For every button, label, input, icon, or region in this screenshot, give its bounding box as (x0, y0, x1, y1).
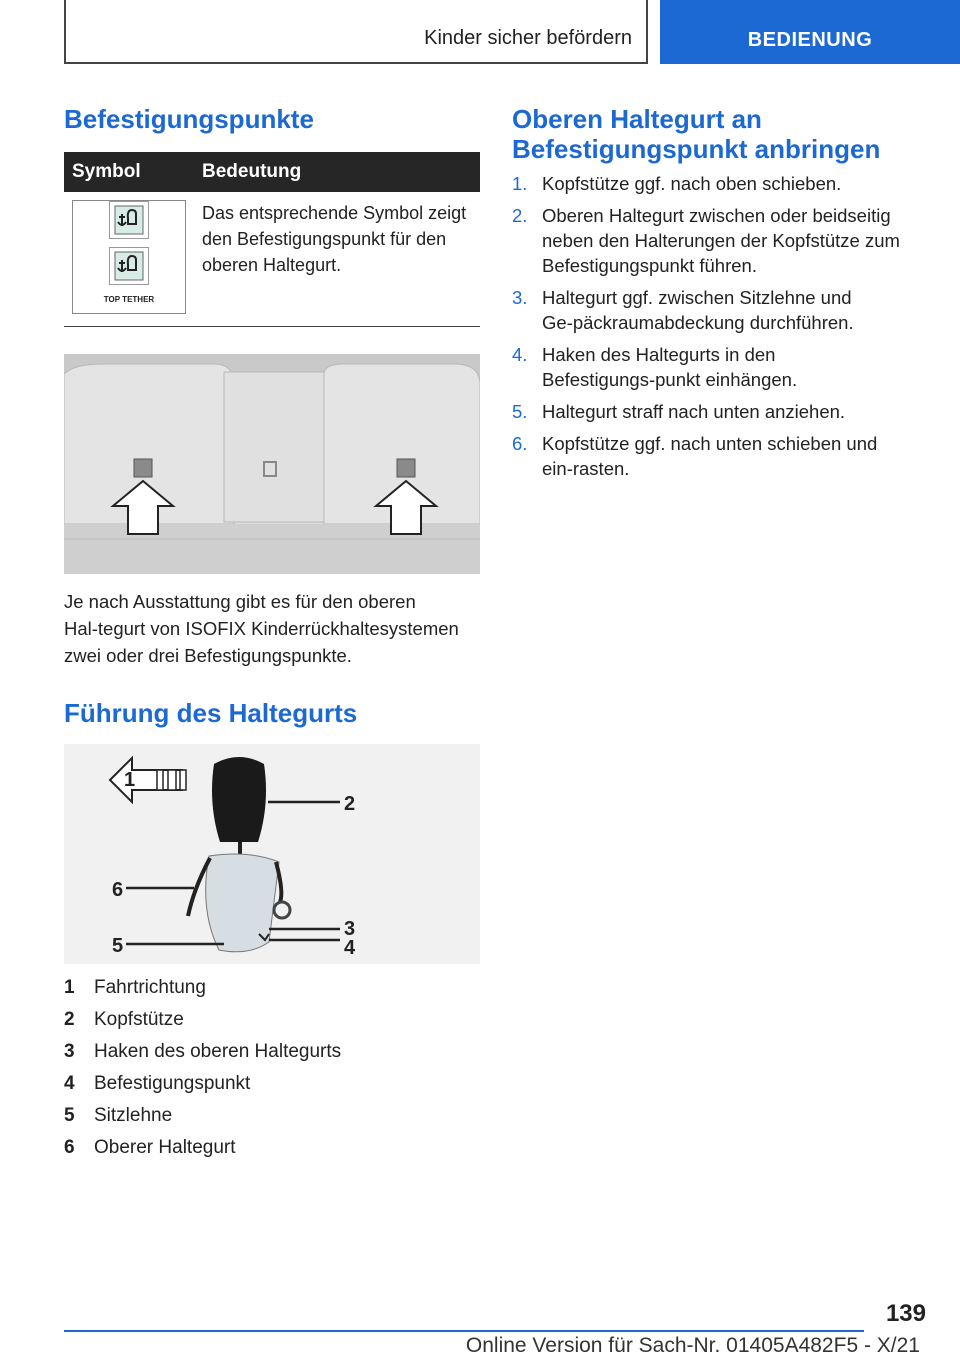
chapter-title: Kinder sicher befördern (424, 27, 632, 49)
step-item: 6. Kopfstütze ggf. nach unten schieben und ein‑rasten. (512, 433, 878, 479)
col-symbol: Symbol (64, 152, 194, 192)
col-meaning: Bedeutung (194, 152, 480, 192)
callout-4: 4 (344, 937, 356, 959)
legend-item: 5 Sitzlehne (64, 1105, 173, 1126)
callout-3: 3 (344, 918, 356, 940)
heading-anbringen-line2: Befestigungspunkt anbringen (512, 134, 881, 164)
legend-item: 6 Oberer Haltegurt (64, 1137, 236, 1158)
step-item: 1. Kopfstütze ggf. nach oben schieben. (512, 173, 842, 194)
step-item: 4. Haken des Haltegurts in den Befestigungs‑punkt einhängen. (512, 344, 798, 390)
child-seat-anchor-icon (109, 201, 149, 239)
section-tab (660, 0, 960, 64)
diagram-legend (64, 972, 341, 1164)
step-item: 5. Haltegurt straff nach unten anziehen. (512, 401, 846, 422)
callout-2: 2 (344, 793, 356, 815)
heading-anbringen-line1: Oberen Haltegurt an (512, 104, 762, 134)
anchor-points-illustration (64, 354, 480, 574)
right-heading (512, 104, 932, 164)
tether-routing-diagram (64, 744, 480, 964)
anchor-points-paragraph: Je nach Ausstattung gibt es für den oberen Hal‑tegurt von ISOFIX Kinderrückhaltesystemen zwei oder drei Befestigungspunkte. (64, 591, 459, 666)
legend-item: 2 Kopfstütze (64, 1009, 184, 1030)
symbol-table (64, 152, 480, 327)
top-tether-icon (109, 247, 149, 285)
top-tether-label: TOP TETHER (103, 295, 155, 304)
step-item: 2. Oberen Haltegurt zwischen oder beidseitig neben den Halterungen der Kopfstütze zum Befestigungspunkt führen. (512, 205, 900, 276)
callout-1: 1 (124, 769, 136, 791)
tether-symbol-box (72, 200, 186, 314)
legend-item: 3 Haken des oberen Haltegurts (64, 1041, 342, 1062)
footer-version-text: Online Version für Sach-Nr. 01405A482F5 - X/21 (465, 1334, 920, 1357)
step-list (512, 171, 930, 488)
step-item: 3. Haltegurt ggf. zwischen Sitzlehne und Ge‑päckraumabdeckung durchführen. (512, 287, 854, 333)
legend-item: 1 Fahrtrichtung (64, 977, 206, 998)
footer-divider (64, 1330, 864, 1332)
chapter-tab (64, 0, 648, 64)
heading-befestigungspunkte: Befestigungspunkte (64, 104, 314, 134)
heading-fuehrung: Führung des Haltegurts (64, 698, 358, 728)
callout-6: 6 (112, 879, 124, 901)
page-number: 139 (885, 1300, 926, 1327)
symbol-table-wrap (64, 152, 480, 327)
legend-item: 4 Befestigungspunkt (64, 1073, 251, 1094)
callout-5: 5 (112, 935, 124, 957)
symbol-meaning-text: Das entsprechende Symbol zeigt den Befestigungspunkt für den oberen Haltegurt. (194, 192, 480, 327)
section-title: BEDIENUNG (747, 29, 873, 51)
